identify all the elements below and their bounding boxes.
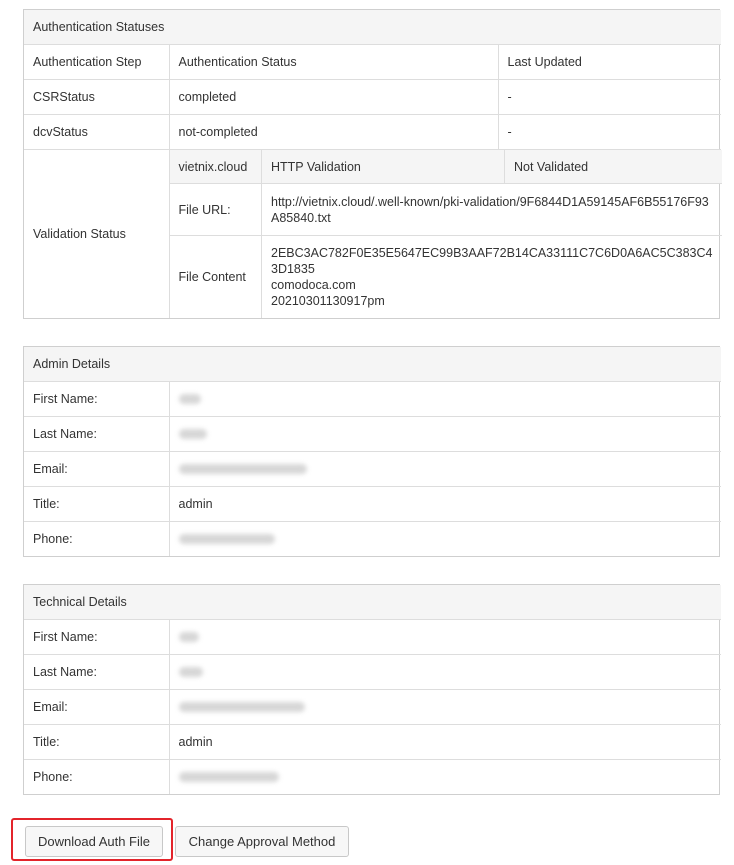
technical-details-heading: Technical Details — [24, 585, 721, 619]
redacted-text — [179, 534, 275, 544]
tech-title-value: admin — [169, 724, 721, 759]
admin-details-table — [24, 347, 721, 556]
file-content-ca: comodoca.com — [271, 278, 356, 292]
admin-title-value: admin — [169, 486, 721, 521]
admin-title-label: Title: — [24, 486, 169, 521]
admin-first-name-label: First Name: — [24, 381, 169, 416]
redacted-text — [179, 394, 201, 404]
validation-status-label: Validation Status — [24, 149, 169, 318]
tech-first-name-label: First Name: — [24, 619, 169, 654]
table-row — [24, 114, 721, 149]
redacted-text — [179, 429, 207, 439]
redacted-text — [179, 667, 203, 677]
admin-phone-label: Phone: — [24, 521, 169, 556]
tech-first-name-value — [169, 619, 721, 654]
file-url-label: File URL: — [170, 184, 262, 236]
file-content-timestamp: 20210301130917pm — [271, 294, 385, 308]
column-header-updated: Last Updated — [498, 44, 721, 79]
admin-last-name-value — [169, 416, 721, 451]
tech-last-name-value — [169, 654, 721, 689]
column-header-status: Authentication Status — [169, 44, 498, 79]
table-row — [24, 619, 721, 654]
column-header-step: Authentication Step — [24, 44, 169, 79]
auth-statuses-table — [24, 10, 721, 318]
file-content-label: File Content — [170, 236, 262, 318]
technical-details-panel — [23, 584, 720, 795]
file-url-value: http://vietnix.cloud/.well-known/pki-validation/9F6844D1A59145AF6B55176F93A85840.txt — [262, 184, 722, 236]
change-approval-method-button[interactable]: Change Approval Method — [175, 826, 349, 857]
validation-state: Not Validated — [505, 150, 722, 184]
admin-email-value — [169, 451, 721, 486]
tech-phone-label: Phone: — [24, 759, 169, 794]
tech-email-value — [169, 689, 721, 724]
validation-domain: vietnix.cloud — [170, 150, 262, 184]
table-row — [24, 759, 721, 794]
admin-details-heading: Admin Details — [24, 347, 721, 381]
download-auth-file-button[interactable]: Download Auth File — [25, 826, 163, 857]
admin-first-name-value — [169, 381, 721, 416]
redacted-text — [179, 632, 199, 642]
tech-last-name-label: Last Name: — [24, 654, 169, 689]
table-row — [24, 724, 721, 759]
status-dcv: not-completed — [169, 114, 498, 149]
table-row — [24, 416, 721, 451]
table-row — [24, 689, 721, 724]
redacted-text — [179, 772, 279, 782]
table-row — [24, 79, 721, 114]
admin-details-panel — [23, 346, 720, 557]
updated-dcv: - — [498, 114, 721, 149]
redacted-text — [179, 702, 305, 712]
table-row — [24, 451, 721, 486]
status-csr: completed — [169, 79, 498, 114]
table-row — [24, 521, 721, 556]
auth-statuses-panel — [23, 9, 720, 319]
table-row — [24, 654, 721, 689]
technical-details-table — [24, 585, 721, 794]
validation-method: HTTP Validation — [262, 150, 505, 184]
redacted-text — [179, 464, 307, 474]
validation-details-table — [170, 150, 722, 318]
tech-phone-value — [169, 759, 721, 794]
admin-email-label: Email: — [24, 451, 169, 486]
updated-csr: - — [498, 79, 721, 114]
file-content-value — [262, 236, 722, 318]
admin-phone-value — [169, 521, 721, 556]
tech-title-label: Title: — [24, 724, 169, 759]
table-row — [24, 486, 721, 521]
table-row — [24, 381, 721, 416]
step-csr: CSRStatus — [24, 79, 169, 114]
validation-status-cell — [169, 149, 721, 318]
file-content-token: 2EBC3AC782F0E35E5647EC99B3AAF72B14CA33111C7C6D0A6AC5C383C43D1835 — [271, 246, 713, 276]
admin-last-name-label: Last Name: — [24, 416, 169, 451]
auth-statuses-heading: Authentication Statuses — [24, 10, 721, 44]
tech-email-label: Email: — [24, 689, 169, 724]
step-dcv: dcvStatus — [24, 114, 169, 149]
